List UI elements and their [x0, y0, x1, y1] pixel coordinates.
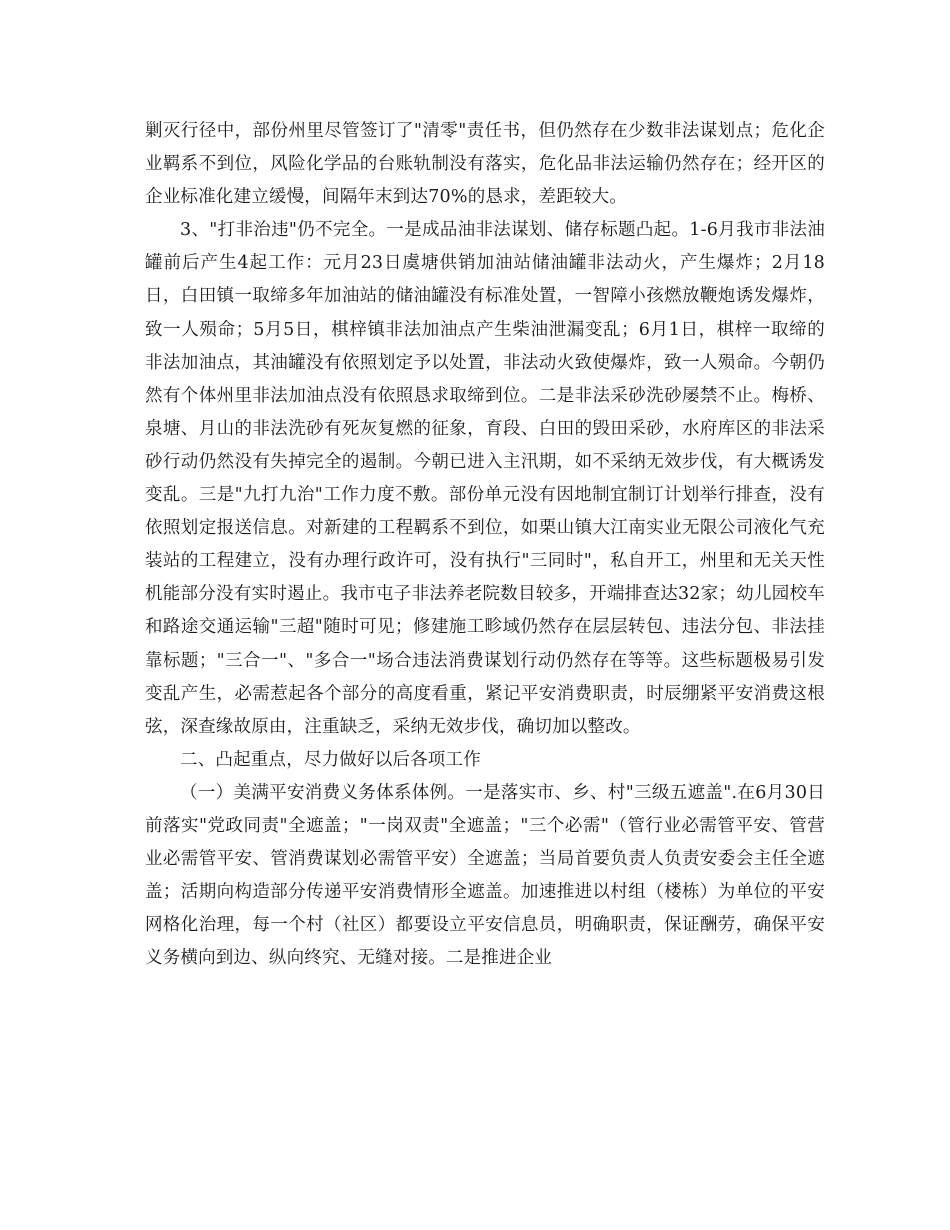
paragraph-3-heading: 二、凸起重点，尽力做好以后各项工作	[180, 749, 481, 770]
paragraph-1: 剿灭行径中，部份州里尽管签订了"清零"责任书，但仍然存在少数非法谋划点；危化企业羁系不到位，风险化学品的台账轨制没有落实，危化品非法运输仍然存在；经开区的企业标准化建立缓慢，间隔年末到达70%的恳求，差距较大。	[145, 121, 825, 208]
paragraph-4: （一）美满平安消费义务体系体例。一是落实市、乡、村"三级五遮盖".在6月30日前落实"党政同责"全遮盖；"一岗双责"全遮盖；"三个必需"（管行业必需管平安、管营业必需管平安、管消费谋划必需管平安）全遮盖；当局首要负责人负责安委会主任全遮盖；活期向构造部分传递平安消费情形全遮盖。加速推进以村组（楼栋）为单位的平安网格化治理，每一个村（社区）都要设立平安信息员，明确职责，保证酬劳，确保平安义务横向到边、纵向终究、无缝对接。二是推进企业	[145, 782, 825, 969]
paragraph-2: 3、"打非治违"仍不完全。一是成品油非法谋划、储存标题凸起。1-6月我市非法油罐前后产生4起工作：元月23日虞塘供销加油站储油罐非法动火，产生爆炸；2月18日，白田镇一取缔多年加油站的储油罐没有标准处置，一智障小孩燃放鞭炮诱发爆炸，致一人殒命；5月5日，棋梓镇非法加油点产生柴油泄漏变乱；6月1日，棋梓一取缔的非法加油点，其油罐没有依照划定予以处置，非法动火致使爆炸，致一人殒命。今朝仍然有个体州里非法加油点没有依照恳求取缔到位。二是非法采砂洗砂屡禁不止。梅桥、泉塘、月山的非法洗砂有死灰复燃的征象，育段、白田的毁田采砂，水府库区的非法采砂行动仍然没有失掉完全的遏制。今朝已进入主汛期，如不采纳无效步伐，有大概诱发变乱。三是"九打九治"工作力度不敷。部份单元没有因地制宜制订计划举行排查，没有依照划定报送信息。对新建的工程羁系不到位，如栗山镇大江南实业无限公司液化气充装站的工程建立，没有办理行政许可，没有执行"三同时"，私自开工，州里和无关天性机能部分没有实时遏止。我市屯子非法养老院数目较多，开端排查达32家；幼儿园校车和路途交通运输"三超"随时可见；修建施工畛域仍然存在层层转包、违法分包、非法挂靠标题；"三合一"、"多合一"场合违法消费谋划行动仍然存在等等。这些标题极易引发变乱产生，必需惹起各个部分的高度看重，紧记平安消费职责，时辰绷紧平安消费这根弦，深查缘故原由，注重缺乏，采纳无效步伐，确切加以整改。	[145, 220, 825, 737]
document-body	[145, 115, 825, 975]
